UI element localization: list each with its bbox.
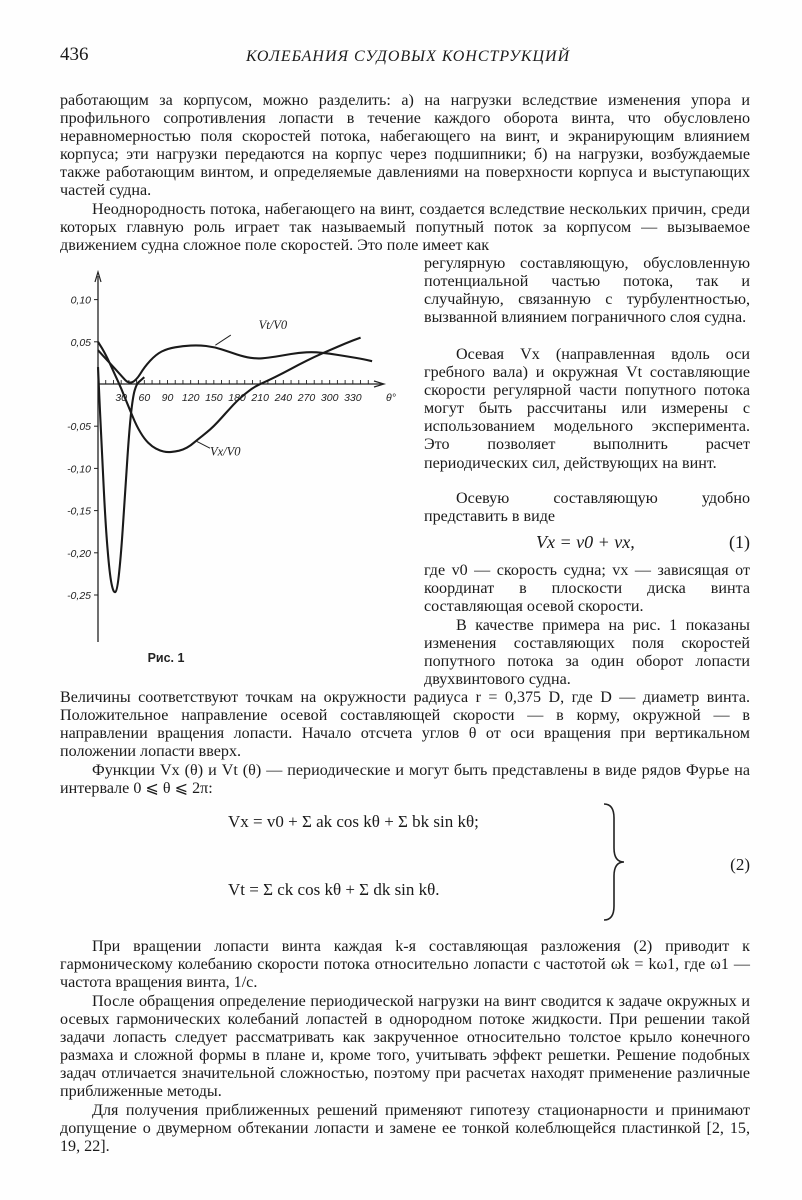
equation-2-line-2-text: Vt = Σ ck cos kθ + Σ dk sin kθ. — [228, 880, 440, 899]
x-tick-label: 210 — [251, 392, 269, 404]
paragraph-4: Осевую составляющую удобно представить в виде — [424, 490, 750, 526]
figure-caption: Рис. 1 — [147, 651, 185, 665]
equation-2-number: (2) — [730, 855, 750, 874]
y-tick-label: 0,05 — [70, 336, 91, 349]
series-label-vt: Vt/V0 — [258, 318, 288, 333]
paragraph-5: где v0 — скорость судна; vx — зависящая от координат в плоскости диска винта составляющая осевой скорости. — [424, 562, 750, 616]
vt-leader-line — [215, 335, 230, 345]
figure-1 — [56, 264, 402, 680]
x-tick-label: 180 — [228, 392, 246, 404]
series-vt-v0-line — [98, 345, 372, 382]
x-tick-label: 330 — [344, 392, 362, 404]
y-tick-label: -0,20 — [67, 547, 91, 560]
paragraph-8: При вращении лопасти винта каждая k-я составляющая разложения (2) приводит к гармоническому колебанию скорости потока относительно лопасти с частотой ωk = kω1, где ω1 — частота вращения винта, 1/с. — [60, 938, 750, 992]
velocity-chart — [56, 264, 402, 680]
x-tick-label: 300 — [320, 392, 339, 404]
series-label-vx: Vx/V0 — [209, 444, 241, 459]
vx-leader-line — [197, 441, 210, 448]
x-tick-label: 120 — [181, 392, 200, 404]
paragraph-9: После обращения определение периодической нагрузки на винт сводится к задаче окружных и осевых гармонических колебаний лопастей в однородном потоке жидкости. При решении такой задачи лопасть следует рассматривать как закрученное относительно толстое крыло конечного размаха и сложной формы в плане и, кроме того, учитывать эффект решетки. Решение подобных задач отличается значительной сложностью, поэтому при расчетах находят применение различные приближенные методы. — [60, 993, 750, 1101]
y-tick-label: -0,05 — [67, 421, 91, 434]
y-tick-label: 0,10 — [70, 294, 91, 307]
running-title: КОЛЕБАНИЯ СУДОВЫХ КОНСТРУКЦИЙ — [246, 48, 571, 65]
paragraph-7: Функции Vx (θ) и Vt (θ) — периодические и могут быть представлены в виде рядов Фурье на интервале 0 ⩽ θ ⩽ 2π: — [60, 762, 750, 798]
running-header — [60, 44, 750, 74]
y-tick-label: -0,10 — [67, 463, 91, 476]
page-number: 436 — [60, 44, 89, 65]
paragraph-6: В качестве примера на рис. 1 показаны изменения составляющих поля скоростей попутного потока за один оборот лопасти двухвинтового судна. — [424, 617, 750, 689]
x-tick-label: 60 — [138, 392, 151, 404]
equation-2-line-2 — [228, 880, 440, 900]
y-tick-label: -0,15 — [67, 505, 91, 518]
x-tick-label: 240 — [274, 392, 293, 404]
equation-2 — [60, 800, 750, 930]
equation-2-line-1-text: Vx = v0 + Σ ak cos kθ + Σ bk sin kθ; — [228, 812, 479, 831]
y-tick-label: -0,25 — [67, 590, 91, 602]
equation-1-formula: Vx = v0 + vx, — [536, 532, 635, 552]
x-tick-label: 90 — [161, 392, 174, 404]
x-axis-label: θ° — [386, 392, 396, 404]
paragraph-2-side: регулярную составляющую, обусловленную потенциальной частью потока, так и случайную, связанную с турбулентностью, вызванной влиянием пограничного слоя судна. — [424, 255, 750, 327]
paragraph-2: Неоднородность потока, набегающего на винт, создается вследствие нескольких причин, среди которых главную роль играет так называемый попутный поток за корпусом — вызываемое движением судна сложное поле скоростей. Это поле имеет как — [60, 201, 750, 255]
equation-2-line-1 — [228, 812, 479, 832]
x-tick-label: 150 — [205, 392, 223, 404]
x-tick-label: 30 — [115, 392, 128, 404]
equation-1 — [424, 532, 750, 556]
paragraph-6-continued: Величины соответствуют точкам на окружности радиуса r = 0,375 D, где D — диаметр винта. Положительное направление осевой составляющей скорости — в корму, окружной — в направлении вращения лопасти. Начало отсчета углов θ от оси вращения при вертикальном положении лопасти вверх. — [60, 689, 750, 761]
x-tick-label: 270 — [297, 392, 316, 404]
paragraph-10: Для получения приближенных решений применяют гипотезу стационарности и принимают допущение о двумерном обтекании лопасти и замене ее тонкой колеблющейся пластинкой [2, 15, 19, 22]. — [60, 1102, 750, 1156]
paragraph-1: работающим за корпусом, можно разделить: а) на нагрузки вследствие изменения упора и профильного сопротивления лопасти в течение каждого оборота винта, что обусловлено неравномерностью поля скоростей потока, набегающего на винт, и экранирующим влиянием корпуса; эти нагрузки передаются на корпус через подшипники; б) на нагрузки, возбуждаемые также работающим винтом, и определяемые давлениями на поверхности корпуса и выступающих частей судна. — [60, 92, 750, 200]
paragraph-3: Осевая Vx (направленная вдоль оси гребного вала) и окружная Vt составляющие скорости регулярной части попутного потока могут быть рассчитаны или измерены с использованием модельного эксперимента. Это позволяет выполнить расчет периодических сил, действующих на винт. — [424, 346, 750, 472]
brace-icon — [600, 802, 630, 922]
equation-1-number: (1) — [729, 532, 750, 552]
